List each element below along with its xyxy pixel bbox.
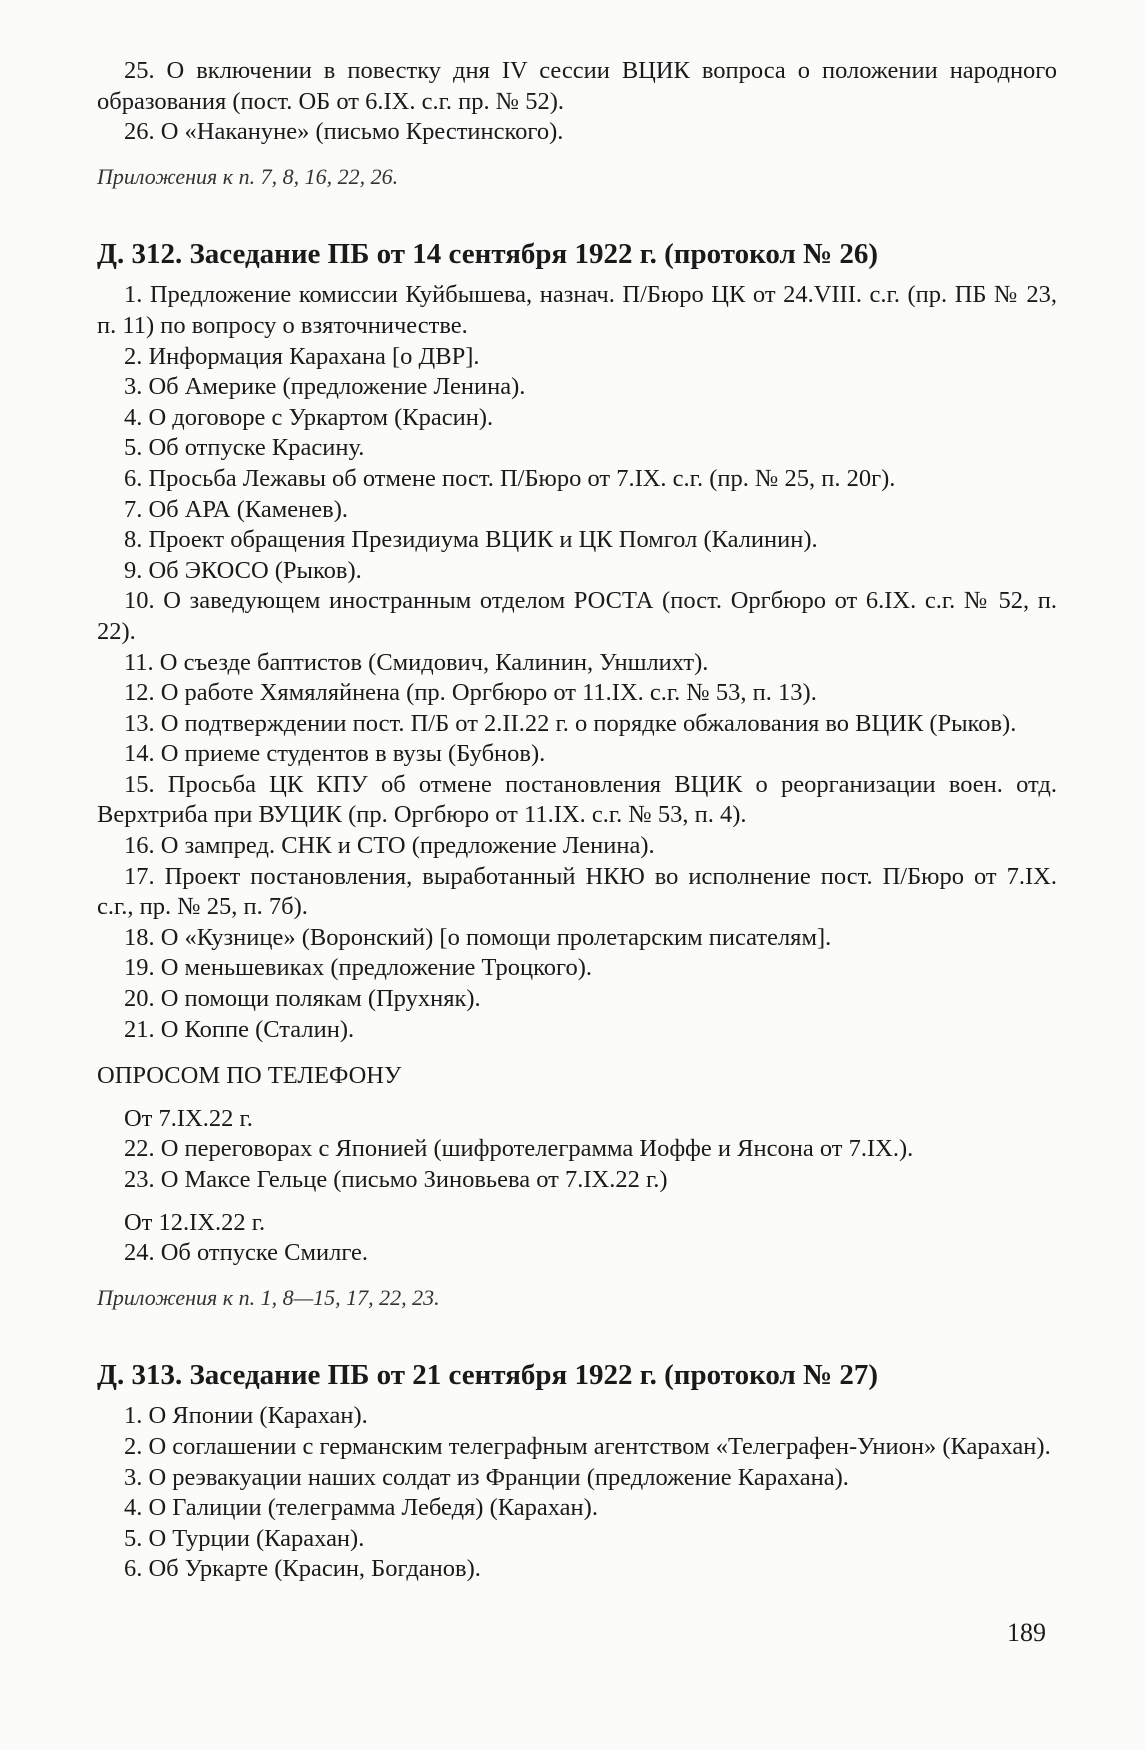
- list-item: 9. Об ЭКОСО (Рыков).: [123, 556, 362, 584]
- list-item: 8. Проект обращения Президиума ВЦИК и ЦК Помгол (Калинин).: [123, 526, 818, 554]
- list-item: 5. О Турции (Карахан).: [123, 1524, 365, 1552]
- list-item: 1. О Японии (Карахан).: [123, 1402, 368, 1430]
- page-number: 189: [1007, 1618, 1046, 1647]
- appendix-note: Приложения к п. 1, 8—15, 17, 22, 23.: [97, 1284, 440, 1310]
- list-item: 7. Об АРА (Каменев).: [123, 495, 348, 523]
- list-item: 6. Просьба Лежавы об отмене пост. П/Бюро от 7.IX. с.г. (пр. № 25, п. 20г).: [123, 464, 896, 492]
- list-item: 17. Проект постановления, выработанный НКЮ во исполнение пост. П/Бюро от 7.IX. с.г., пр. № 25, п. 7б).: [97, 862, 1057, 921]
- list-item: 20. О помощи полякам (Прухняк).: [123, 985, 481, 1013]
- list-item: 19. О меньшевиках (предложение Троцкого).: [123, 954, 592, 982]
- appendix-note: Приложения к п. 7, 8, 16, 22, 26.: [97, 163, 399, 189]
- list-item: 22. О переговорах с Японией (шифротелеграмма Иоффе и Янсона от 7.IX.).: [123, 1135, 914, 1163]
- list-item: 24. Об отпуске Смилге.: [123, 1239, 369, 1267]
- section-heading-d313: Д. 313. Заседание ПБ от 21 сентября 1922 г. (протокол № 27): [97, 1359, 879, 1392]
- list-item: 12. О работе Хямяляйнена (пр. Оргбюро от 11.IX. с.г. № 53, п. 13).: [123, 679, 817, 707]
- list-item: 5. Об отпуске Красину.: [123, 434, 365, 462]
- section-heading-d312: Д. 312. Заседание ПБ от 14 сентября 1922 г. (протокол № 26): [97, 238, 879, 271]
- list-item: 3. Об Америке (предложение Ленина).: [123, 373, 526, 401]
- list-item: 21. О Коппе (Сталин).: [123, 1015, 355, 1043]
- list-item: 18. О «Кузнице» (Воронский) [о помощи пролетарским писателям].: [123, 923, 832, 951]
- page-body: [97, 56, 1057, 1585]
- list-item: 10. О заведующем иностранным отделом РОСТА (пост. Оргбюро от 6.IX. с.г. № 52, п. 22).: [97, 587, 1057, 645]
- list-item: 4. О договоре с Уркартом (Красин).: [123, 403, 494, 431]
- d312-items: [97, 280, 1057, 1045]
- list-item: 25. О включении в повестку дня IV сессии ВЦИК вопроса о положении народного образования (пост. ОБ от 6.IX. с.г. пр. № 52).: [97, 57, 1057, 115]
- list-item: 2. О соглашении с германским телеграфным агентством «Телеграфен-Унион» (Карахан).: [123, 1432, 1051, 1460]
- list-item: 4. О Галиции (телеграмма Лебедя) (Карахан).: [123, 1494, 598, 1522]
- date-line: От 12.IX.22 г.: [123, 1208, 266, 1236]
- list-item: 13. О подтверждении пост. П/Б от 2.II.22 г. о порядке обжалования во ВЦИК (Рыков).: [123, 709, 1017, 737]
- list-item: 6. Об Уркарте (Красин, Богданов).: [123, 1555, 481, 1583]
- list-item: 3. О реэвакуации наших солдат из Франции (предложение Карахана).: [123, 1463, 849, 1491]
- list-item: 2. Информация Карахана [о ДВР].: [123, 342, 480, 370]
- list-item: 26. О «Накануне» (письмо Крестинского).: [123, 118, 564, 146]
- d313-items: [97, 1401, 1057, 1585]
- list-item: 23. О Максе Гельце (письмо Зиновьева от 7.IX.22 г.): [123, 1166, 668, 1193]
- list-item: 14. О приеме студентов в вузы (Бубнов).: [123, 740, 546, 768]
- list-item: 16. О зампред. СНК и СТО (предложение Ленина).: [123, 832, 655, 860]
- phone-section-title: ОПРОСОМ ПО ТЕЛЕФОНУ: [97, 1062, 402, 1090]
- date-line: От 7.IX.22 г.: [123, 1104, 253, 1132]
- list-item: 15. Просьба ЦК КПУ об отмене постановления ВЦИК о реорганизации воен. отд. Верхтриба при ВУЦИК (пр. Оргбюро от 11.IX. с.г. № 53, п. 4).: [97, 770, 1057, 829]
- list-item: 11. О съезде баптистов (Смидович, Калинин, Уншлихт).: [123, 648, 709, 676]
- list-item: 1. Предложение комиссии Куйбышева, назнач. П/Бюро ЦК от 24.VIII. с.г. (пр. ПБ № 23, п. 11) по вопросу о взяточничестве.: [97, 281, 1057, 339]
